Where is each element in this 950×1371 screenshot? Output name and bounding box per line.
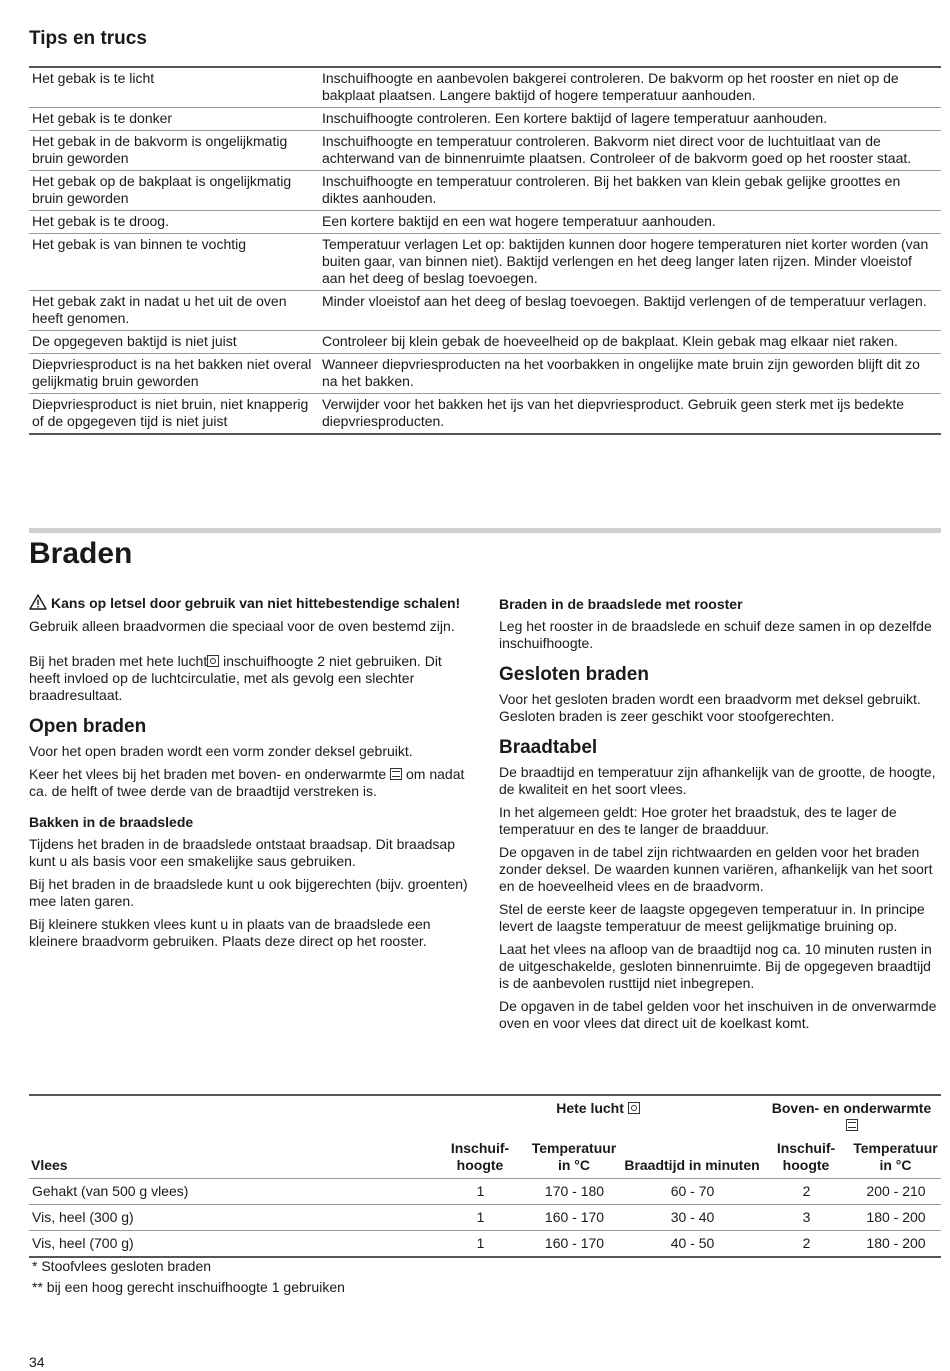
table-header-group-row	[29, 1095, 941, 1137]
fan-icon	[628, 1102, 640, 1114]
tip-solution: Temperatuur verlagen Let op: baktijden kunnen door hogere temperaturen niet korter worden (van buiten gaar, van binnen niet). Baktijd verlengen en het deeg langer laten rijzen. Minder vloeistof aan het deeg of beslag toevoegen.	[319, 234, 941, 291]
table-row	[29, 171, 941, 211]
col-braadtijd: Braadtijd in minuten	[622, 1137, 762, 1179]
braadslede-p3: Bij kleinere stukken vlees kunt u in plaats van de braadslede een kleinere braadvorm gebruiken. Plaats deze direct op het rooster.	[29, 916, 431, 949]
top-bottom-heat-icon	[390, 768, 402, 780]
tip-solution: Inschuifhoogte en temperatuur controleren. Bij het bakken van klein gebak gelijke groottes en diktes aanhouden.	[319, 171, 941, 211]
tip-solution: Verwijder voor het bakken het ijs van het diepvriesproduct. Gebruik geen sterk met ijs bedekte diepvriesproducten.	[319, 394, 941, 435]
open-braden-p1: Voor het open braden wordt een vorm zonder deksel gebruikt.	[29, 743, 413, 759]
braadtabel-p6: De opgaven in de tabel gelden voor het inschuiven in de onverwarmde oven en voor vlees dat direct uit de koelkast komt.	[499, 998, 937, 1031]
right-column	[499, 594, 939, 1038]
tip-solution: Wanneer diepvriesproducten na het voorbakken in ongelijke mate bruin zijn geworden blijft dit zo na het bakken.	[319, 354, 941, 394]
open-braden-heading: Open braden	[29, 716, 147, 737]
col-bo-inschuif: Inschuifhoogte	[762, 1137, 850, 1179]
left-column	[29, 594, 469, 956]
warning-triangle-icon	[29, 594, 47, 610]
braadtabel-p2: In het algemeen geldt: Hoe groter het braadstuk, des te lager de temperatuur en des te langer de braadduur.	[499, 804, 897, 837]
table-row	[29, 291, 941, 331]
col-vlees: Vlees	[29, 1137, 434, 1179]
tips-table	[29, 66, 941, 435]
braadtabel-p1: De braadtijd en temperatuur zijn afhankelijk van de grootte, de hoogte, de kwaliteit en het soort vlees.	[499, 764, 936, 797]
table-row	[29, 211, 941, 234]
tip-solution: Inschuifhoogte en temperatuur controleren. Bakvorm niet direct voor de luchtuitlaat van de achterwand van de binnenruimte plaatsen. Controleer of de bakvorm goed op het rooster staat.	[319, 131, 941, 171]
footnotes	[32, 1256, 345, 1298]
table-row	[29, 354, 941, 394]
tip-problem: Diepvriesproduct is na het bakken niet overal gelijkmatig bruin geworden	[29, 354, 319, 394]
braadtabel-p3: De opgaven in de tabel zijn richtwaarden en gelden voor het braden zonder deksel. De waarden kunnen variëren, afhankelijk van het soort en de hoeveelheid vlees en de braadvorm.	[499, 844, 933, 894]
tip-problem: Het gebak is te donker	[29, 108, 319, 131]
col-bo-temp: Temperatuur in °C	[850, 1137, 941, 1179]
col-hl-temp: Temperatuur in °C	[526, 1137, 622, 1179]
tip-problem: Diepvriesproduct is niet bruin, niet knapperig of de opgegeven tijd is niet juist	[29, 394, 319, 435]
braadtabel-p5: Laat het vlees na afloop van de braadtijd nog ca. 10 minuten rusten in de uitgeschakelde, gesloten binnenruimte. Bij de opgegeven braadtijd is de aanbevolen rusttijd niet inbegrepen.	[499, 941, 932, 991]
table-row: Gehakt (van 500 g vlees) 1 170 - 180 60 - 70 2 200 - 210	[29, 1179, 941, 1205]
open-braden-p2: Keer het vlees bij het braden met boven- en onderwarmte om nadat ca. de helft of twee derde van de braadtijd verstreken is.	[29, 766, 465, 799]
tip-solution: Inschuifhoogte controleren. Een kortere baktijd of lagere temperatuur aanhouden.	[319, 108, 941, 131]
hetelucht-paragraph: Bij het braden met hete lucht inschuifhoogte 2 niet gebruiken. Dit heeft invloed op de luchtcirculatie, met als gevolg een slechter braadresultaat.	[29, 653, 442, 703]
tip-problem: Het gebak is te droog.	[29, 211, 319, 234]
tip-problem: Het gebak op de bakplaat is ongelijkmatig bruin geworden	[29, 171, 319, 211]
warning-heading	[29, 594, 469, 612]
group-boven-onder: Boven- en onderwarmte	[762, 1095, 941, 1137]
tips-title: Tips en trucs	[29, 28, 147, 49]
section-divider	[29, 528, 941, 533]
tip-solution: Controleer bij klein gebak de hoeveelheid op de bakplaat. Klein gebak mag elkaar niet raken.	[319, 331, 941, 354]
table-row	[29, 131, 941, 171]
footnote-1: * Stoofvlees gesloten braden	[32, 1258, 212, 1274]
braadtabel-heading: Braadtabel	[499, 737, 598, 758]
table-row	[29, 108, 941, 131]
tip-problem: Het gebak is van binnen te vochtig	[29, 234, 319, 291]
tip-problem: Het gebak zakt in nadat u het uit de oven heeft genomen.	[29, 291, 319, 331]
tip-solution: Minder vloeistof aan het deeg of beslag toevoegen. Baktijd verlengen of de temperatuur verlagen.	[319, 291, 941, 331]
gesloten-braden-heading: Gesloten braden	[499, 664, 649, 685]
table-row	[29, 234, 941, 291]
table-row	[29, 394, 941, 435]
table-row	[29, 331, 941, 354]
rooster-text: Leg het rooster in de braadslede en schuif deze samen in op dezelfde inschuifhoogte.	[499, 618, 932, 651]
braadtabel-p4: Stel de eerste keer de laagste opgegeven temperatuur in. In principe levert de laagste temperatuur de meest gelijkmatige bruining op.	[499, 901, 925, 934]
warning-text: Gebruik alleen braadvormen die speciaal voor de oven bestemd zijn.	[29, 618, 455, 634]
gesloten-braden-text: Voor het gesloten braden wordt een braadvorm met deksel gebruikt. Gesloten braden is zeer geschikt voor stoofgerechten.	[499, 691, 921, 724]
tip-problem: De opgegeven baktijd is niet juist	[29, 331, 319, 354]
braad-table	[29, 1094, 941, 1258]
top-bottom-heat-icon	[846, 1119, 858, 1131]
fan-icon	[207, 655, 219, 667]
tip-problem: Het gebak is te licht	[32, 70, 155, 86]
tip-solution: Inschuifhoogte en aanbevolen bakgerei controleren. De bakvorm op het rooster en niet op de bakplaat plaatsen. Langere baktijd of hogere temperatuur aanhouden.	[322, 70, 899, 103]
braadslede-heading: Bakken in de braadslede	[29, 814, 194, 830]
group-hetelucht: Hete lucht	[434, 1095, 762, 1137]
warning-title: Kans op letsel door gebruik van niet hittebestendige schalen!	[51, 595, 461, 611]
tip-solution: Een kortere baktijd en een wat hogere temperatuur aanhouden.	[319, 211, 941, 234]
rooster-heading: Braden in de braadslede met rooster	[499, 596, 743, 612]
footnote-2: ** bij een hoog gerecht inschuifhoogte 1 gebruiken	[32, 1279, 345, 1295]
col-hl-inschuif: Inschuifhoogte	[434, 1137, 526, 1179]
table-row: Vis, heel (700 g) 1 160 - 170 40 - 50 2 180 - 200	[29, 1231, 941, 1258]
table-row: Vis, heel (300 g) 1 160 - 170 30 - 40 3 180 - 200	[29, 1205, 941, 1231]
tip-problem: Het gebak in de bakvorm is ongelijkmatig bruin geworden	[29, 131, 319, 171]
braadslede-p1: Tijdens het braden in de braadslede ontstaat braadsap. Dit braadsap kunt u als basis voor een smakelijke saus gebruiken.	[29, 836, 455, 869]
braadslede-p2: Bij het braden in de braadslede kunt u ook bijgerechten (bijv. groenten) mee laten garen.	[29, 876, 468, 909]
page-number: 34	[29, 1354, 45, 1370]
braden-title: Braden	[29, 537, 133, 570]
table-row	[29, 67, 941, 108]
table-header-row	[29, 1137, 941, 1179]
